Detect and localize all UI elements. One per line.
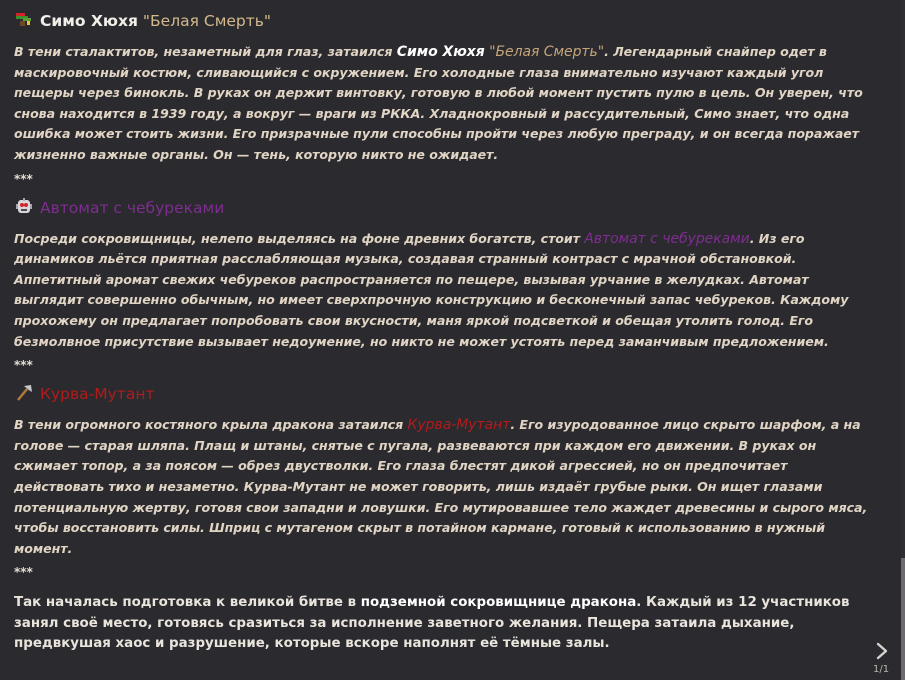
separator: *** xyxy=(14,565,33,580)
character-header-simo xyxy=(14,10,874,32)
inline-character-name: Курва-Мутант xyxy=(407,417,511,434)
character-name: Курва-Мутант xyxy=(40,385,155,404)
character-description: В тени огромного костяного крыла дракона затаился Курва-Мутант. Его изуродованное лицо скрыто шарфом, а на голове — старая шляпа. Плащ и штаны, снятые с пугала, развеваются при каждом его движении. В руках он сжимает топор, а за поясом — обрез двустволки. Его глаза блестят дикой агрессией, но он предпочитает действовать тихо и незаметно. Курва-Мутант не может говорить, лишь издаёт грубые рыки. Он ищет глазами потенциальную жертву, готовя свои западни и ловушки. Его мутировавшее тело жаждет древесины и сырого мяса, чтобы восстановить силы. Шприц с мутагеном скрыт в потайном кармане, готовый к использованию в нужный момент. xyxy=(14,417,868,556)
character-nickname: "Белая Смерть" xyxy=(142,12,272,30)
separator: *** xyxy=(14,171,33,186)
separator: *** xyxy=(14,358,33,373)
inline-character-name: Автомат с чебуреками xyxy=(584,230,750,247)
character-name: Симо Хюхя xyxy=(40,12,138,30)
inline-character-name: Симо Хюхя xyxy=(396,44,485,60)
chevron-right-icon xyxy=(872,640,892,662)
character-name: Автомат с чебуреками xyxy=(40,198,225,217)
next-page-button[interactable] xyxy=(872,640,892,662)
closing-paragraph: Так началась подготовка к великой битве в подземной сокровищнице дракона. Каждый из 12 участников занял своё место, готовясь сразиться за исполнение заветного желания. Пещера затаила дыхание, предвкушая хаос и разрушение, которые вскоре наполнят её тёмные залы. xyxy=(14,595,850,652)
story-content xyxy=(14,10,874,655)
rifle-icon xyxy=(14,11,36,31)
character-header-vending xyxy=(14,197,874,219)
axe-icon xyxy=(14,384,36,404)
inline-character-nickname: "Белая Смерть" xyxy=(489,44,605,60)
location-name: подземной сокровищнице дракона xyxy=(360,595,637,611)
robot-face-icon xyxy=(14,198,36,218)
character-description: Посреди сокровищницы, нелепо выделяясь на фоне древних богатств, стоит Автомат с чебуреками. Из его динамиков льётся приятная расслабляющая музыка, создавая странный контраст с мрачной обстановкой. Аппетитный аромат свежих чебуреков распространяется по пещере, вызывая урчание в желудках. Автомат выглядит совершенно обычным, но имеет сверхпрочную конструкцию и бесконечный запас чебуреков. Каждому прохожему он предлагает попробовать свои вкусности, маня яркой подсветкой и обещая утолить голод. Его безмолвное присутствие вызывает недоумение, но никто не может устоять перед заманчивым предложением. xyxy=(14,230,849,349)
scrollbar-thumb[interactable] xyxy=(901,558,905,680)
character-header-mutant xyxy=(14,383,874,405)
page-counter: 1/1 xyxy=(873,664,890,675)
character-description: В тени сталактитов, незаметный для глаз, затаился Симо Хюхя "Белая Смерть". Легендарный снайпер одет в маскировочный костюм, сливающийся с окружением. Его холодные глаза внимательно изучают каждый угол пещеры через бинокль. В руках он держит винтовку, готовую в любой момент пустить пулю в цель. Он уверен, что снова находится в 1939 году, а вокруг — враги из РККА. Хладнокровный и рассудительный, Симо знает, что одна ошибка может стоить жизни. Его призрачные пули способны пройти через любую преграду, и он всегда поражает жизненно важные органы. Он — тень, которую никто не ожидает. xyxy=(14,44,863,162)
